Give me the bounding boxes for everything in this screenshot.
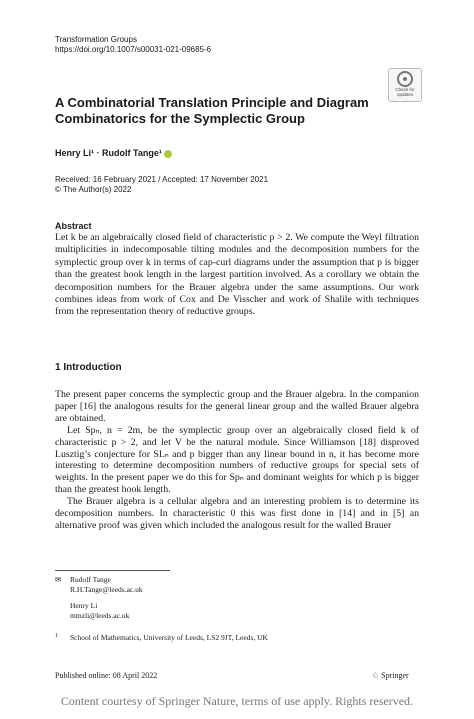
affiliation: School of Mathematics, University of Leeds, LS2 9JT, Leeds, UK [70, 633, 268, 642]
abstract-heading: Abstract [55, 221, 92, 231]
envelope-icon: ✉ [55, 575, 62, 584]
badge-line1: Check for [395, 87, 415, 92]
paragraph-2: Let Spₙ, n = 2m, be the symplectic group over an algebraically closed field k of characteristic p > 2, and let V be the natural module. Since Williamson [18] disproved Lusztig’s conjecture for SLₙ and p bigger than any linear bound in n, it has become more interesting to determine decomposition numbers of reductive groups for special sets of weights. In the present paper we do this for Spₙ and dominant weights for which p is bigger than the greatest hook length. [55, 424, 419, 496]
body-text [55, 389, 419, 532]
check-for-updates-badge[interactable] [388, 68, 422, 102]
contact1-email[interactable]: R.H.Tange@leeds.ac.uk [70, 585, 143, 594]
journal-name: Transformation Groups [55, 35, 137, 44]
badge-line2: updates [396, 92, 413, 97]
publisher-logo [372, 671, 409, 680]
abstract-text: Let k be an algebraically closed field of characteristic p > 2. We compute the Weyl filtration multiplicities in indecomposable tilting modules and the decomposition numbers for the symplectic group over k in terms of cap-curl diagrams under the assumption that p is bigger than the greatest hook length in the largest partition involved. As a corollary we obtain the decomposition numbers for the Brauer algebra under the same assumptions. Our work combines ideas from work of Cox and De Visscher and work of Shalile with techniques from the representation theory of reductive groups. [55, 232, 419, 318]
copyright: © The Author(s) 2022 [55, 185, 132, 194]
article-dates [55, 175, 268, 195]
paper-title: A Combinatorial Translation Principle and Diagram Combinatorics for the Symplectic Group [55, 95, 369, 126]
paragraph-3: The Brauer algebra is a cellular algebra and an interesting problem is to determine its decomposition numbers. In characteristic 0 this was first done in [14] and in [5] an alternative proof was given which included the analogous result for the walled Brauer [55, 496, 419, 531]
author-line [55, 148, 172, 158]
crossmark-icon [397, 71, 413, 87]
contact2-name: Henry Li [70, 601, 98, 610]
contact1-name: Rudolf Tange [70, 575, 111, 584]
contact2-email[interactable]: mmzli@leeds.ac.uk [70, 611, 130, 620]
affiliation-mark: 1 [55, 633, 58, 639]
authors: Henry Li¹ · Rudolf Tange¹ [55, 148, 162, 158]
publisher-name: Springer [381, 671, 409, 680]
paragraph-1: The present paper concerns the symplectic group and the Brauer algebra. In the companion paper [16] the analogous results for the general linear group and the walled Brauer algebra are obtained. [55, 389, 419, 424]
journal-header [55, 35, 211, 55]
springer-horse-icon: ♘ [372, 671, 380, 680]
received-accepted: Received: 16 February 2021 / Accepted: 17 November 2021 [55, 175, 269, 184]
published-online: Published online: 08 April 2022 [55, 671, 158, 680]
correspondence-block [55, 575, 268, 643]
courtesy-notice: Content courtesy of Springer Nature, terms of use apply. Rights reserved. [60, 694, 414, 708]
orcid-icon[interactable] [164, 150, 172, 158]
section-heading: 1 Introduction [55, 362, 122, 373]
footnote-rule [55, 570, 170, 571]
doi-link[interactable]: https://doi.org/10.1007/s00031-021-09685-6 [55, 45, 212, 54]
